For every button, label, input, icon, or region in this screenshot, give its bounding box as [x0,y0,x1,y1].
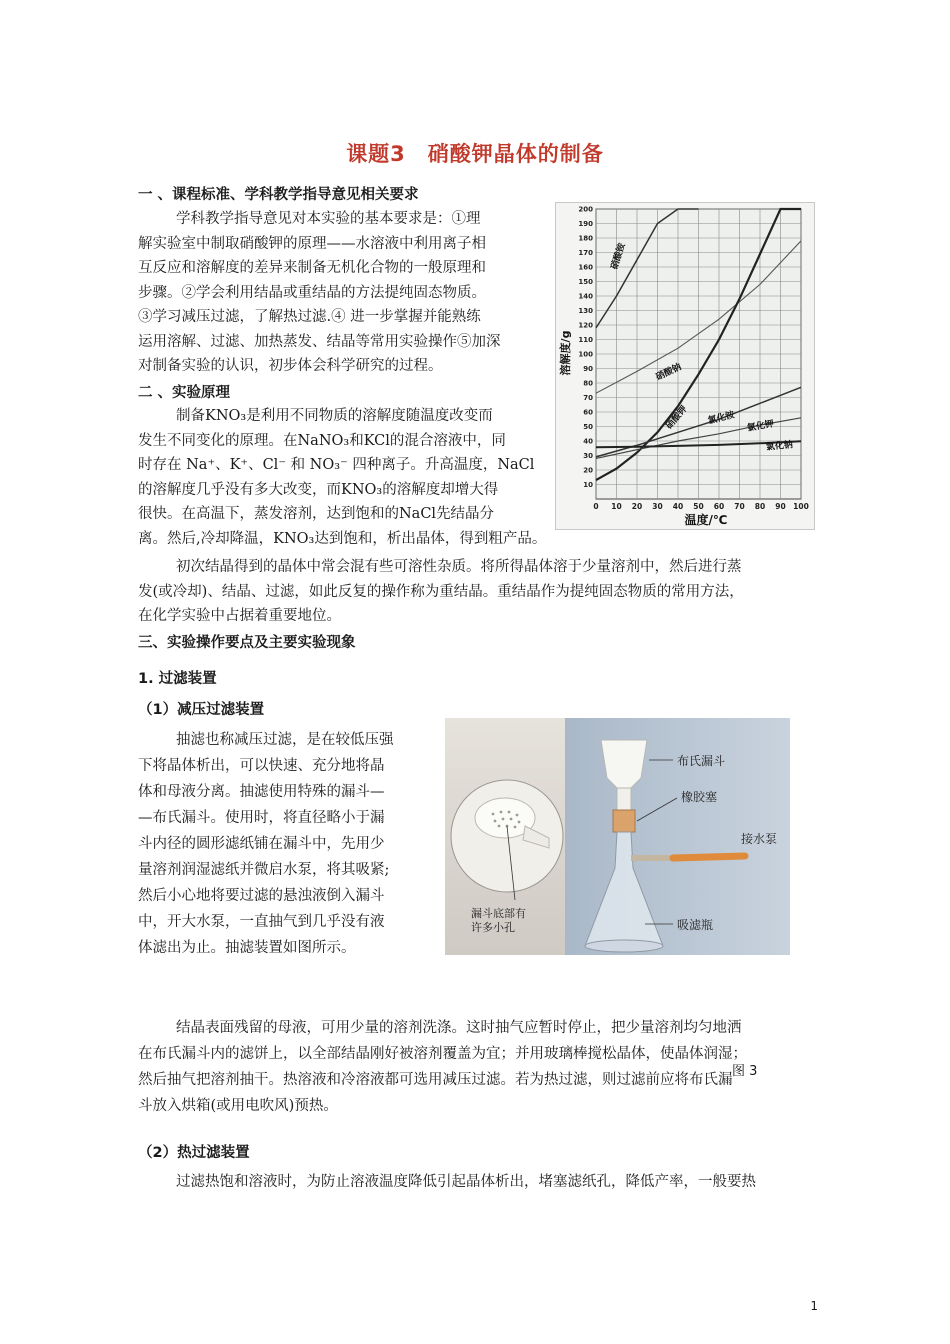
y-tick-label: 120 [578,321,593,330]
suction-filtration-photo [445,718,790,955]
series-label: 氯化铵 [707,410,736,427]
series-label: 氯化钠 [765,440,794,453]
y-tick-label: 40 [583,437,593,446]
y-tick-label: 50 [583,423,593,431]
y-tick-label: 80 [583,379,593,388]
series-label: 硝酸铵 [609,242,628,271]
section3-para2-line: 然后抽气把溶剂抽干。热溶液和冷溶液都可选用减压过滤。若为热过滤，则过滤前应将布氏漏 [138,1072,733,1088]
section1-heading: 一 、课程标准、学科教学指导意见相关要求 [138,187,419,203]
y-tick-label: 140 [578,292,593,301]
solubility-chart-svg [556,203,814,529]
section2-line: 时存在 Na⁺、K⁺、Cl⁻ 和 NO₃⁻ 四种离子。升高温度，NaCl [138,457,535,473]
section3-line: 斗内径的圆形滤纸铺在漏斗中，先用少 [138,836,385,852]
section2-para2-line: 发(或冷却)、结晶、过滤，如此反复的操作称为重结晶。重结晶作为提纯固态物质的常用方法， [138,583,744,600]
label-rubber-stopper: 橡胶塞 [681,790,718,804]
section2-para2-line: 在化学实验中占据着重要地位。 [138,608,341,624]
x-tick-label: 10 [611,502,622,511]
section3-body [138,727,433,961]
y-tick-label: 150 [578,278,593,286]
x-tick-label: 50 [693,502,704,511]
series-label: 硝酸钾 [664,404,690,432]
x-tick-label: 80 [754,502,766,511]
section3-last [138,1170,838,1195]
section2-line: 的溶解度几乎没有多大改变，而KNO₃的溶解度却增大得 [138,481,499,498]
section1-line: 步骤。②学会利用结晶或重结晶的方法提纯固态物质。 [138,284,486,301]
y-tick-label: 30 [583,452,593,460]
section3-line: 抽滤也称减压过滤，是在较低压强 [176,732,394,748]
section3-para2-line: 斗放入烘箱(或用电吹风)预热。 [138,1098,338,1114]
page-number: 1 [810,1299,818,1313]
section2-line: 离。然后,冷却降温，KNO₃达到饱和，析出晶体，得到粗产品。 [138,530,547,547]
section1-line: 互反应和溶解度的差异来制备无机化合物的一般原理和 [138,260,486,276]
y-tick-label: 160 [578,263,593,272]
section3-heading: 三、实验操作要点及主要实验现象 [138,635,356,651]
section2-paragraph2 [138,555,818,629]
x-tick-label: 40 [672,502,684,511]
section3-line: 体和母液分离。抽滤使用特殊的漏斗— [138,784,385,800]
y-tick-label: 130 [578,307,593,315]
subsection-filtration: 1. 过滤装置 [138,671,217,687]
y-axis-label: 溶解度/g [559,330,572,376]
section1-line: ③学习减压过滤，了解热过滤.④ 进一步掌握并能熟练 [138,309,481,325]
section2-heading: 二 、实验原理 [138,385,231,401]
label-holes-2: 许多小孔 [471,921,515,934]
x-tick-label: 90 [775,502,786,511]
section2-line: 发生不同变化的原理。在NaNO₃和KCl的混合溶液中，同 [138,432,506,449]
label-buchner-funnel: 布氏漏斗 [677,754,726,768]
figure-caption: 图 3 [732,1064,758,1079]
label-holes: 漏斗底部有 [471,907,526,920]
section3-line: 中，开大水泵，一直抽气到几乎没有液 [138,914,385,930]
solubility-chart [555,202,815,530]
y-tick-label: 190 [578,220,593,228]
section3-para2-line: 在布氏漏斗内的滤饼上，以全部结晶刚好被溶剂覆盖为宜；并用玻璃棒搅松晶体，使晶体润湿； [138,1046,747,1062]
x-tick-label: 100 [793,502,809,511]
x-tick-label: 60 [713,502,725,511]
series-label: 氯化钾 [746,419,775,434]
x-axis-label: 温度/℃ [684,513,728,527]
y-tick-label: 60 [583,408,593,417]
label-filter-flask: 吸滤瓶 [677,918,714,932]
subsection-hot-filtration: （2）热过滤装置 [138,1145,250,1161]
section1-body [138,207,548,379]
section2-line: 很快。在高温下，蒸发溶剂，达到饱和的NaCl先结晶分 [138,506,495,522]
y-tick-label: 90 [583,365,593,373]
section1-line: 解实验室中制取硝酸钾的原理——水溶液中利用离子相 [138,235,486,252]
section2-line: 制备KNO₃是利用不同物质的溶解度随温度改变而 [176,408,493,424]
section3-line: 量溶剂润湿滤纸并微启水泵，将其吸紧; [138,862,390,878]
apparatus-illustration [445,718,790,955]
x-tick-label: 0 [593,502,599,511]
y-tick-label: 70 [583,394,593,402]
section1-line: 对制备实验的认识，初步体会科学研究的过程。 [138,358,443,374]
y-tick-label: 200 [578,205,593,214]
section3-line: 下将晶体析出，可以快速、充分地将晶 [138,758,385,774]
section2-para2-line: 初次结晶得到的晶体中常会混有些可溶性杂质。将所得晶体溶于少量溶剂中，然后进行蒸 [176,559,742,575]
subsection-vacuum-filtration: （1）减压过滤装置 [138,702,265,718]
section3-paragraph2 [138,1015,828,1119]
section2-body [138,404,558,551]
y-tick-label: 170 [578,249,593,257]
section3-line: 体滤出为止。抽滤装置如图所示。 [138,940,356,956]
x-tick-label: 70 [734,502,745,511]
section3-line: 然后小心地将要过滤的悬浊液倒入漏斗 [138,888,385,904]
label-water-pump: 接水泵 [741,832,778,846]
section1-line: 运用溶解、过滤、加热蒸发、结晶等常用实验操作⑤加深 [138,333,501,350]
y-tick-label: 110 [578,336,593,344]
x-tick-label: 20 [631,502,643,511]
page-title: 课题3 硝酸钾晶体的制备 [346,142,604,166]
section1-line: 学科教学指导意见对本实验的基本要求是：①理 [176,211,481,227]
y-tick-label: 10 [583,481,593,489]
section3-last-line: 过滤热饱和溶液时，为防止溶液温度降低引起晶体析出，堵塞滤纸孔，降低产率，一般要热 [176,1174,756,1190]
y-tick-label: 100 [578,350,593,359]
section3-para2-line: 结晶表面残留的母液，可用少量的溶剂洗涤。这时抽气应暂时停止，把少量溶剂均匀地洒 [176,1020,742,1036]
y-tick-label: 180 [578,234,593,243]
series-label: 硝酸钠 [654,362,684,383]
x-tick-label: 30 [652,502,663,511]
y-tick-label: 20 [583,466,593,475]
section3-line: —布氏漏斗。使用时，将直径略小于漏 [138,810,385,826]
